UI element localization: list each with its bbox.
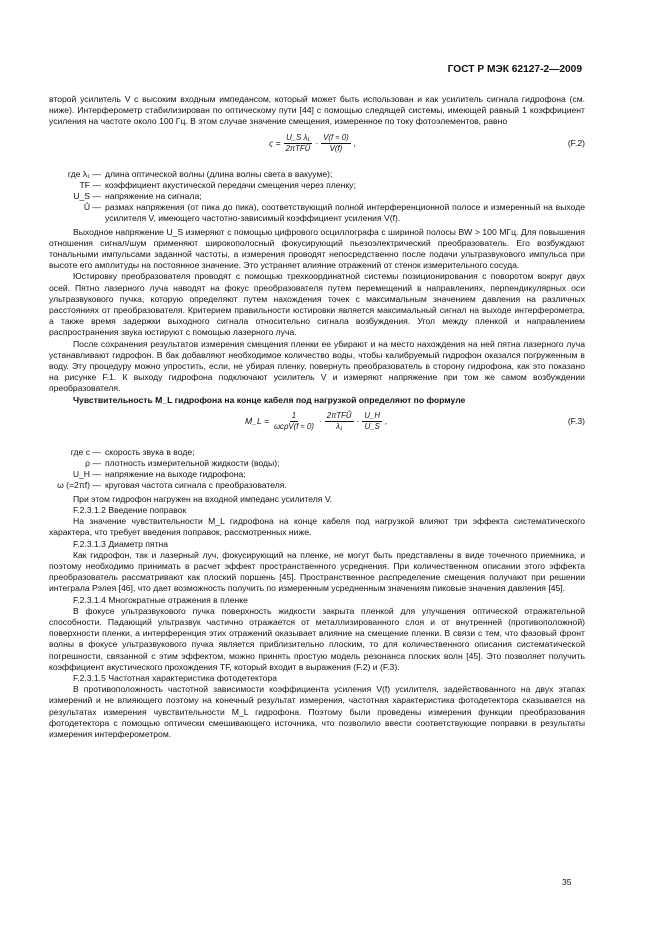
- eq-denominator: 2πTFÛ: [285, 143, 311, 153]
- paragraph: Как гидрофон, так и лазерный луч, фокусирующий на пленке, не могут быть представлены в виде точечного приемника, и поэтому необходимо принимать в расчет эффект пространственного усреднения. При количественном описании этого эффекта преобразователь рассматривают как плоский поршень [45]. Пространственное распределение смещения получают при решении интеграла Рэлея [46], что дает возможность получить по измеренным усредненным значениям пиковые значения давления [45].: [49, 549, 585, 594]
- definitions-list: [49, 169, 585, 225]
- equation-f3: M_L = $\frac{1}{\text{ωcρV(f ≈ 0)}}$ · $\frac{\text{2πTFÛ}}{\text{λ₁}}$ · $\frac{U\_H}{U\_S}$ , (F.3): [245, 410, 585, 431]
- paragraph: второй усилитель V с высоким входным импедансом, который может быть использован и как усилитель сигнала гидрофона (см. ниже). Интерферометр стабилизирован по оптическому пути [44] с помощью следящей системы, имеющей равный 1 коэффициент усиления на частоте около 100 Гц. В этом случае значение смещения, измеренное по току фотоэлементов, равно: [49, 94, 585, 127]
- definition-item: ω (=2πf) — круговая частота сигнала с преобразователя.: [57, 480, 287, 491]
- section-heading: F.2.3.1.3 Диаметр пятна: [73, 538, 169, 549]
- paragraph: При этом гидрофон нагружен на входной импеданс усилителя V.: [73, 493, 333, 504]
- definition-item: Û — размах напряжения (от пика до пика), соответствующий полной интерференционной полосе и измеренный на выходе усилителя V, имеющего частотно-зависимый коэффициент усиления V(f).: [83, 202, 585, 224]
- page-content: [49, 94, 585, 740]
- eq-numerator: V(f ≈ 0): [323, 132, 349, 142]
- equation-f2: ς = $\frac{\text{U\_S λ₁}}{\text{2πTFÛ}}$ · $\frac{V(f \approx 0)}{V(f)}$ , (F.2): [269, 132, 585, 153]
- eq-denominator: U_S: [364, 421, 380, 431]
- eq-lhs: M_L =: [245, 415, 269, 426]
- definitions-list: [49, 447, 585, 492]
- eq-numerator: U_H: [364, 410, 380, 420]
- document-header: ГОСТ Р МЭК 62127-2—2009: [447, 64, 582, 75]
- equation-number: (F.3): [567, 415, 585, 426]
- definition-item: U_H — напряжение на выходе гидрофона;: [72, 469, 246, 480]
- paragraph: Выходное напряжение U_S измеряют с помощью цифрового осциллографа с шириной полосы BW > 100 МГц. Для повышения отношения сигнал/шум применяют широкополосный фокусирующий пьезоэлектрический преобразователь. Его возбуждают тональными импульсами заданной частоты, а измерения проводят непосредственно после подачи ультразвукового импульса при высоте его амплитуды на постоянное значение. Это устраняет влияние отражений от стенок измерительного сосуда.: [49, 226, 585, 271]
- eq-denominator: λ₁: [336, 421, 343, 431]
- eq-denominator: ωcρV(f ≈ 0): [273, 421, 314, 431]
- definition-item: где c — скорость звука в воде;: [70, 446, 195, 457]
- section-heading: F.2.3.1.4 Многократные отражения в пленке: [73, 594, 248, 605]
- eq-lhs: ς =: [269, 137, 281, 148]
- paragraph: После сохранения результатов измерения смещения пленки ее убирают и на место нахождения на ней пятна лазерного луча устанавливают гидрофон. В бак добавляют необходимое количество воды, чтобы калибруемый гидрофон оказался погруженным в воду. Эту процедуру можно упростить, если, не убирая пленку, повернуть преобразователь в сторону гидрофона, как это показано на рисунке F.1. К выходу гидрофона подключают усилитель V и измеряют напряжение при том же самом возбуждении преобразователя.: [49, 338, 585, 394]
- eq-numerator: U_S λ₁: [286, 132, 310, 142]
- eq-numerator: 1: [291, 410, 297, 420]
- paragraph: Чувствительность M_L гидрофона на конце кабеля под нагрузкой определяют по формуле: [73, 394, 466, 405]
- definition-item: U_S — напряжение на сигнала;: [73, 191, 202, 202]
- paragraph: Юстировку преобразователя проводят с помощью трехкоординатной системы позиционирования с поворотом вокруг двух осей. Пятно лазерного луча наводят на фокус преобразователя путем перемещений в направлениях, перпендикулярных оси ультразвукового пучка, которую определяют путем нахождения точек с максимальным значением давления на различных расстояниях от преобразователя. Критерием правильности юстировки является максимальный сигнал на выходе интерферометра, а также время задержки выходного сигнала относительно сигнала возбуждения. Угол между пленкой и направлением распространения звука юстируют с помощью лазерного луча.: [49, 271, 585, 338]
- paragraph: В фокусе ультразвукового пучка поверхность жидкости закрыта пленкой для улучшения оптической отражательной способности. Падающий ультразвук частично отражается от металлизированного слоя и от внутренней (противоположной) поверхности пленки, а интерференция этих отражений оказывает влияние на смещение пленки. В связи с тем, что фазовый фронт волны в фокусе ультразвукового пучка является приблизительно плоским, то для количественного описания систематической погрешности, связанной с этим эффектом, можно принять простую модель резонанса плоских волн [45]. Это позволяет получить коэффициент акустического прохождения TF, который входит в выражения (F.2) и (F.3).: [49, 605, 585, 672]
- section-heading: F.2.3.1.2 Введение поправок: [73, 504, 187, 515]
- equation-number: (F.2): [567, 137, 585, 148]
- section-heading: F.2.3.1.5 Частотная характеристика фотодетектора: [73, 672, 278, 683]
- page-number: 35: [562, 877, 572, 887]
- paragraph: В противоположность частотной зависимости коэффициента усиления V(f) усилителя, задействованного на двух этапах измерений и не влияющего поэтому на конечный результат измерения, частотная характеристика фотодетектора сказывается на результатах измерения чувствительности M_L гидрофона. Поэтому были проведены измерения функции преобразования фотодетектора с помощью оптически смешивающего источника, что позволило ввести соответствующие поправки в результаты измерения интерферометром.: [49, 684, 585, 739]
- paragraph: На значение чувствительности M_L гидрофона на конце кабеля под нагрузкой влияют три эффекта систематического характера, что требует введения поправок, рассмотренных ниже.: [49, 516, 585, 538]
- eq-numerator: 2πTFÛ: [326, 410, 352, 420]
- definition-item: TF — коэффициент акустической передачи смещения через пленку;: [79, 179, 356, 190]
- eq-denominator: V(f): [329, 143, 343, 153]
- definition-item: где λ₁ — длина оптической волны (длина волны света в вакууме);: [67, 168, 333, 179]
- definition-item: ρ — плотность измерительной жидкости (воды);: [85, 458, 280, 469]
